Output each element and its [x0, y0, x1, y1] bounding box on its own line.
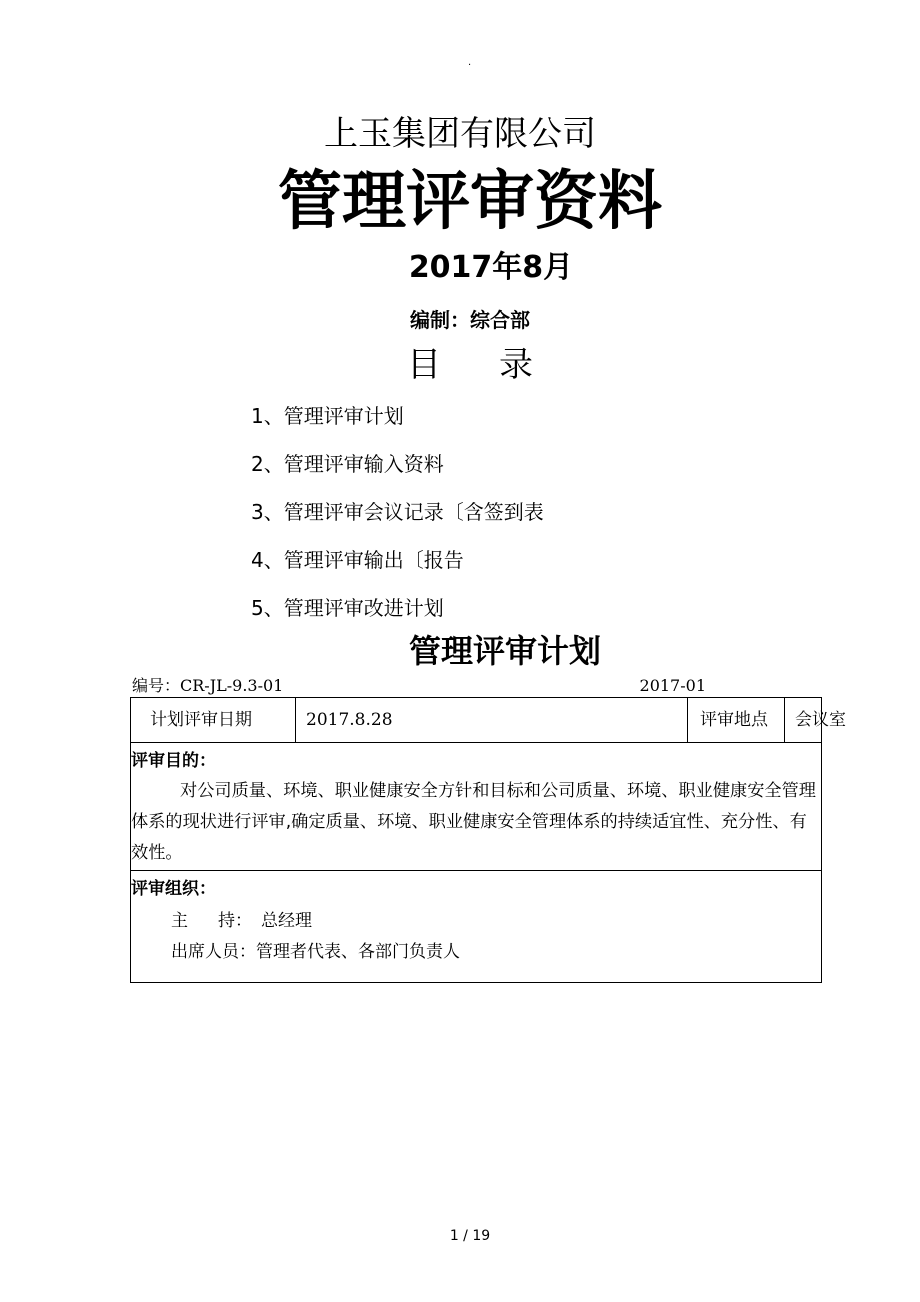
document-version: 2017-01 [639, 676, 706, 695]
location-label: 评审地点 [688, 698, 785, 742]
location-cell [785, 698, 846, 742]
date-label: 计划评审日期 [131, 698, 296, 742]
host-line [171, 906, 312, 936]
table-row [131, 871, 821, 982]
location-value: 会议室 [795, 710, 846, 730]
code-row [132, 673, 706, 699]
document-code: 编号：CR-JL-9.3-01 [132, 676, 284, 695]
company-name: 上玉集团有限公司 [324, 114, 596, 154]
host-value: 总经理 [261, 911, 312, 931]
purpose-text: 对公司质量、环境、职业健康安全方针和目标和公司质量、环境、职业健康安全管理体系的现状进行评审,确定质量、环境、职业健康安全管理体系的持续适宜性、充分性、有效性。 [131, 781, 816, 863]
table-row [131, 698, 846, 743]
date-value: 2017.8.28 [296, 698, 688, 742]
purpose-label: 评审目的： [131, 751, 216, 771]
attendees-label: 出席人员： [171, 942, 256, 962]
document-title: 管理评审资料 [278, 165, 662, 239]
toc-item: 2、管理评审输入资料 [251, 452, 444, 476]
toc-list [251, 398, 544, 638]
compiled-by: 编制：综合部 [410, 308, 530, 332]
host-label-part: 持： [218, 911, 252, 931]
attendees-value: 管理者代表、各部门负责人 [256, 942, 460, 962]
table-row [131, 743, 821, 871]
host-label-part: 主 [171, 911, 188, 931]
document-date: 2017年8月 [408, 250, 574, 285]
plan-table [130, 697, 846, 983]
toc-title: 目录 [407, 345, 591, 385]
plan-title: 管理评审计划 [408, 632, 601, 670]
organization-label: 评审组织： [131, 879, 216, 899]
header-dot: . [468, 57, 472, 68]
toc-item: 5、管理评审改进计划 [251, 596, 444, 620]
page-number: 1 / 19 [449, 1228, 491, 1244]
toc-item: 3、管理评审会议记录〔含签到表 [251, 500, 544, 524]
toc-item: 4、管理评审输出〔报告 [251, 548, 464, 572]
toc-item: 1、管理评审计划 [251, 404, 404, 428]
attendees-line [171, 937, 460, 967]
